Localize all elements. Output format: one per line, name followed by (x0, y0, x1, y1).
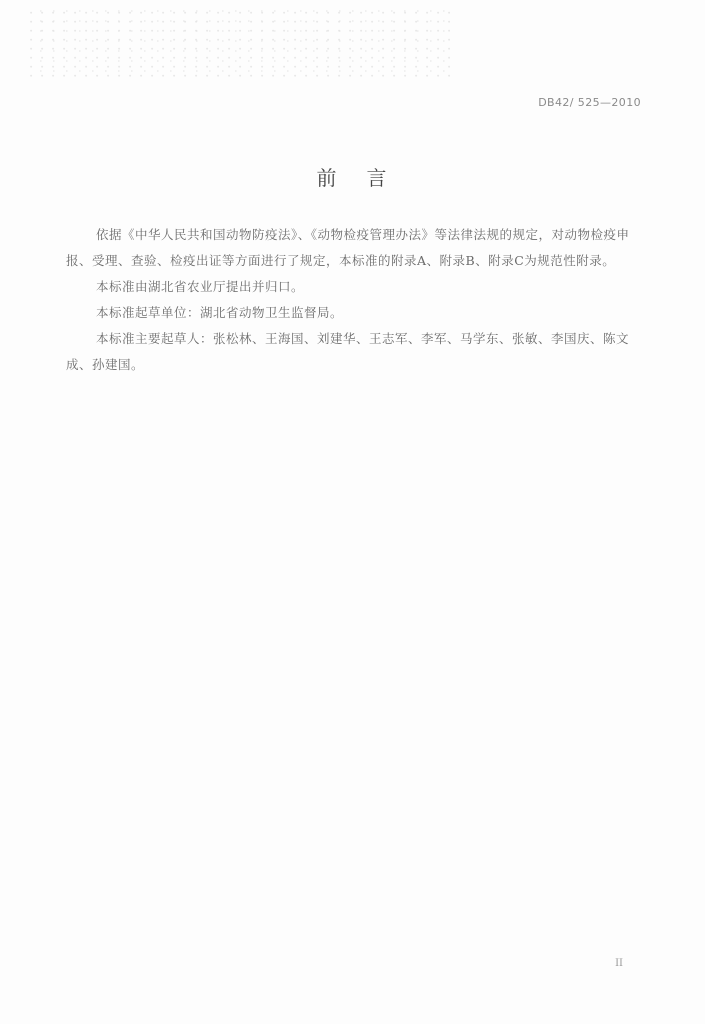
page-title (0, 162, 705, 191)
paragraph: 本标准主要起草人：张松林、王海国、刘建华、王志军、李军、马学东、张敏、李国庆、陈文成、孙建国。 (66, 331, 630, 372)
foreword-body (66, 222, 640, 378)
title-char-2: 言 (366, 166, 389, 190)
scan-noise (30, 10, 450, 80)
document-code: DB42/ 525—2010 (538, 96, 641, 109)
title-char-1: 前 (316, 166, 339, 190)
paragraph: 本标准起草单位：湖北省动物卫生监督局。 (96, 305, 344, 320)
paragraph: 依据《中华人民共和国动物防疫法》、《动物检疫管理办法》等法律法规的规定，对动物检疫申报、受理、查验、检疫出证等方面进行了规定，本标准的附录A、附录B、附录C为规范性附录。 (66, 227, 630, 268)
paragraph: 本标准由湖北省农业厅提出并归口。 (96, 279, 305, 294)
page-number: II (615, 958, 623, 969)
